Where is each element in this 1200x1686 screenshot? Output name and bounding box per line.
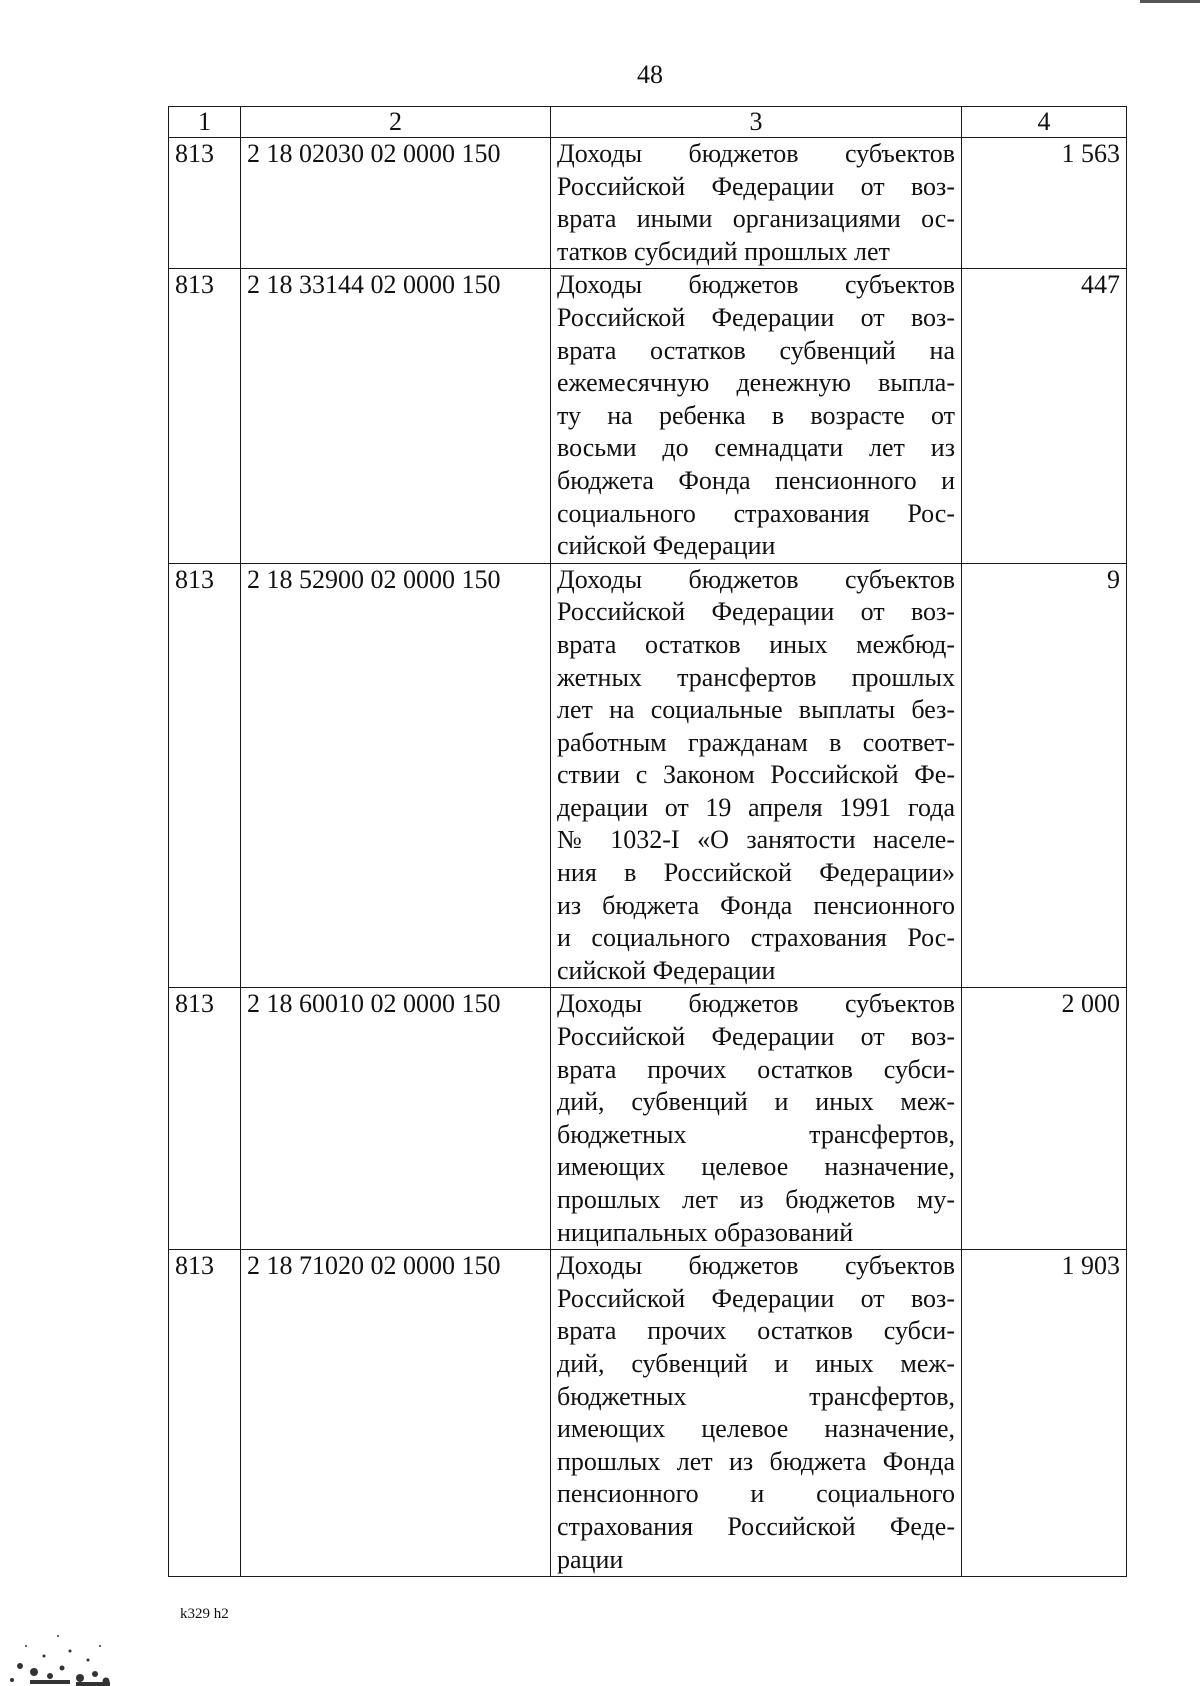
amount-value: 447 [962,269,1127,563]
description-line: врата прочих остатков субси- [557,1054,955,1084]
description-line: бюджета Фонда пенсионного и [557,465,955,495]
table-row [169,988,1127,1250]
description-line: пенсионного и социального [557,1479,955,1509]
description-line: Доходы бюджетов субъектов [557,564,955,594]
revenue-description [551,1250,962,1577]
description-line: восьми до семнадцати лет из [557,433,955,463]
budget-classification-code: 2 18 52900 02 0000 150 [241,563,551,988]
table-header-row [169,107,1127,138]
description-line: бюджетных трансфертов, [557,1381,955,1411]
description-line: ния в Российской Федерации» [557,858,955,888]
description-line: ежемесячную денежную выпла- [557,368,955,398]
revenue-description [551,269,962,563]
description-line: имеющих целевое назначение, [557,1414,955,1444]
description-line: Российской Федерации от воз- [557,302,955,332]
description-line: Российской Федерации от воз- [557,171,955,201]
description-line: врата прочих остатков субси- [557,1316,955,1346]
description-line: сийской Федерации [557,531,776,561]
amount-value: 1 563 [962,138,1127,269]
column-header-1: 1 [169,107,241,138]
table-row [169,269,1127,563]
description-line: ту на ребенка в возрасте от [557,400,955,430]
description-line: ниципальных образований [557,1217,854,1247]
description-line: Российской Федерации от воз- [557,597,955,627]
budget-classification-code: 2 18 02030 02 0000 150 [241,138,551,269]
description-line: дий, субвенций и иных меж- [557,1348,955,1378]
description-line: социального страхования Рос- [557,498,955,528]
description-line: лет на социальные выплаты без- [557,695,955,725]
description-line: Доходы бюджетов субъектов [557,1251,955,1281]
table-row [169,138,1127,269]
description-line: бюджетных трансфертов, [557,1119,955,1149]
column-header-4: 4 [962,107,1127,138]
budget-classification-code: 2 18 60010 02 0000 150 [241,988,551,1250]
description-line: прошлых лет из бюджета Фонда [557,1446,955,1476]
scan-noise-mark [0,1596,120,1686]
admin-code: 813 [169,563,241,988]
revenue-description [551,138,962,269]
description-line: имеющих целевое назначение, [557,1152,955,1182]
amount-value: 1 903 [962,1250,1127,1577]
description-line: работным гражданам в соответ- [557,727,955,757]
column-header-3: 3 [551,107,962,138]
revenue-description [551,563,962,988]
revenue-description [551,988,962,1250]
budget-classification-code: 2 18 33144 02 0000 150 [241,269,551,563]
description-line: Доходы бюджетов субъектов [557,270,955,300]
description-line: татков субсидий прошлых лет [557,236,890,266]
scan-edge-mark [1140,0,1200,3]
table-row [169,1250,1127,1577]
admin-code: 813 [169,269,241,563]
description-line: страхования Российской Феде- [557,1511,955,1541]
admin-code: 813 [169,138,241,269]
description-line: прошлых лет из бюджетов му- [557,1185,955,1214]
page-number: 48 [637,60,663,89]
budget-classification-code: 2 18 71020 02 0000 150 [241,1250,551,1577]
description-line: и социального страхования Рос- [557,923,955,953]
description-line: Российской Федерации от воз- [557,1283,955,1313]
admin-code: 813 [169,988,241,1250]
description-line: врата остатков субвенций на [557,335,955,365]
document-footer-code: k329 h2 [180,1606,229,1622]
revenue-table [168,106,1127,1577]
description-line: рации [557,1544,624,1574]
description-line: врата иными организациями ос- [557,204,955,234]
admin-code: 813 [169,1250,241,1577]
column-header-2: 2 [241,107,551,138]
description-line: № 1032-I «О занятости населе- [557,825,955,855]
description-line: сийской Федерации [557,955,776,985]
description-line: Доходы бюджетов субъектов [557,989,955,1019]
description-line: Доходы бюджетов субъектов [557,139,955,168]
description-line: из бюджета Фонда пенсионного [557,890,955,920]
table-row [169,563,1127,988]
amount-value: 2 000 [962,988,1127,1250]
description-line: ствии с Законом Российской Фе- [557,760,955,790]
description-line: жетных трансфертов прошлых [557,662,955,692]
description-line: врата остатков иных межбюд- [557,629,955,659]
amount-value: 9 [962,563,1127,988]
description-line: дерации от 19 апреля 1991 года [557,792,955,822]
description-line: Российской Федерации от воз- [557,1022,955,1052]
description-line: дий, субвенций и иных меж- [557,1087,955,1117]
